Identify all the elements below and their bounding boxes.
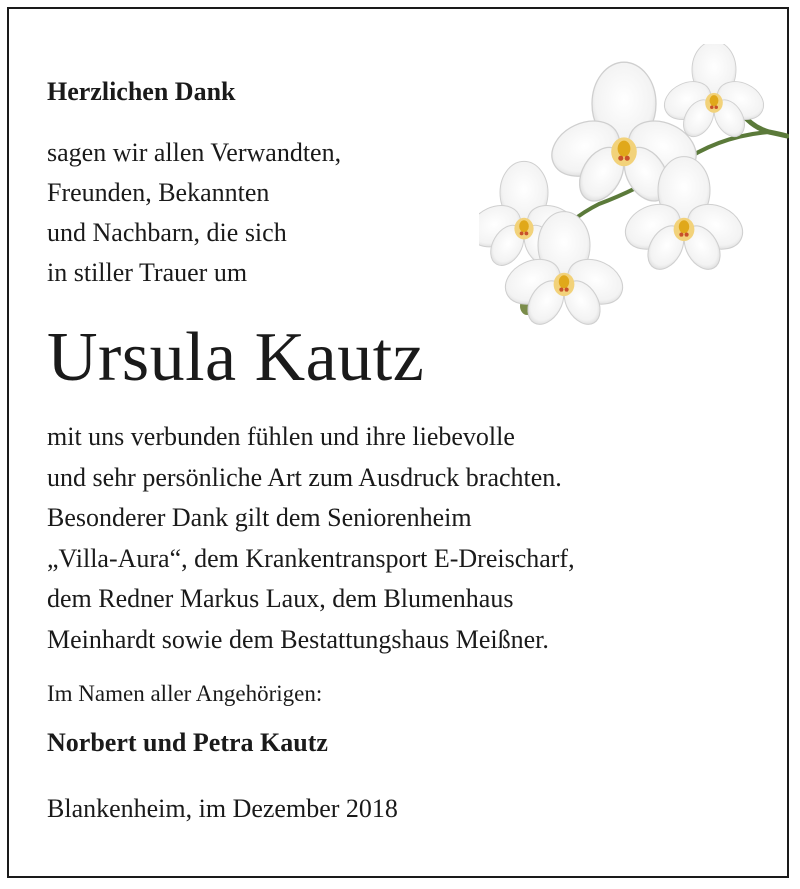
notice-heading: Herzlichen Dank [47, 77, 236, 106]
signature-names: Norbert und Petra Kautz [47, 728, 328, 757]
body-line: Besonderer Dank gilt dem Seniorenheim [47, 503, 472, 533]
intro-line: Freunden, Bekannten [47, 178, 270, 207]
body-line: „Villa-Aura“, dem Krankentransport E-Dreischarf, [47, 543, 575, 573]
thank-you-notice [7, 7, 789, 878]
body-text [47, 417, 575, 661]
body-line: Meinhardt sowie dem Bestattungshaus Meißner. [47, 624, 549, 654]
body-line: mit uns verbunden fühlen und ihre liebevolle [47, 422, 515, 451]
intro-line: sagen wir allen Verwandten, [47, 138, 342, 167]
orchid-icon [479, 44, 789, 329]
signature-label: Im Namen aller Angehörigen: [47, 681, 323, 706]
deceased-name: Ursula Kautz [47, 319, 425, 396]
intro-line: in stiller Trauer um [47, 258, 248, 287]
place-date: Blankenheim, im Dezember 2018 [47, 794, 398, 823]
intro-text [47, 133, 341, 293]
intro-line: und Nachbarn, die sich [47, 218, 287, 247]
body-line: dem Redner Markus Laux, dem Blumenhaus [47, 584, 514, 614]
body-line: und sehr persönliche Art zum Ausdruck brachten. [47, 462, 562, 492]
